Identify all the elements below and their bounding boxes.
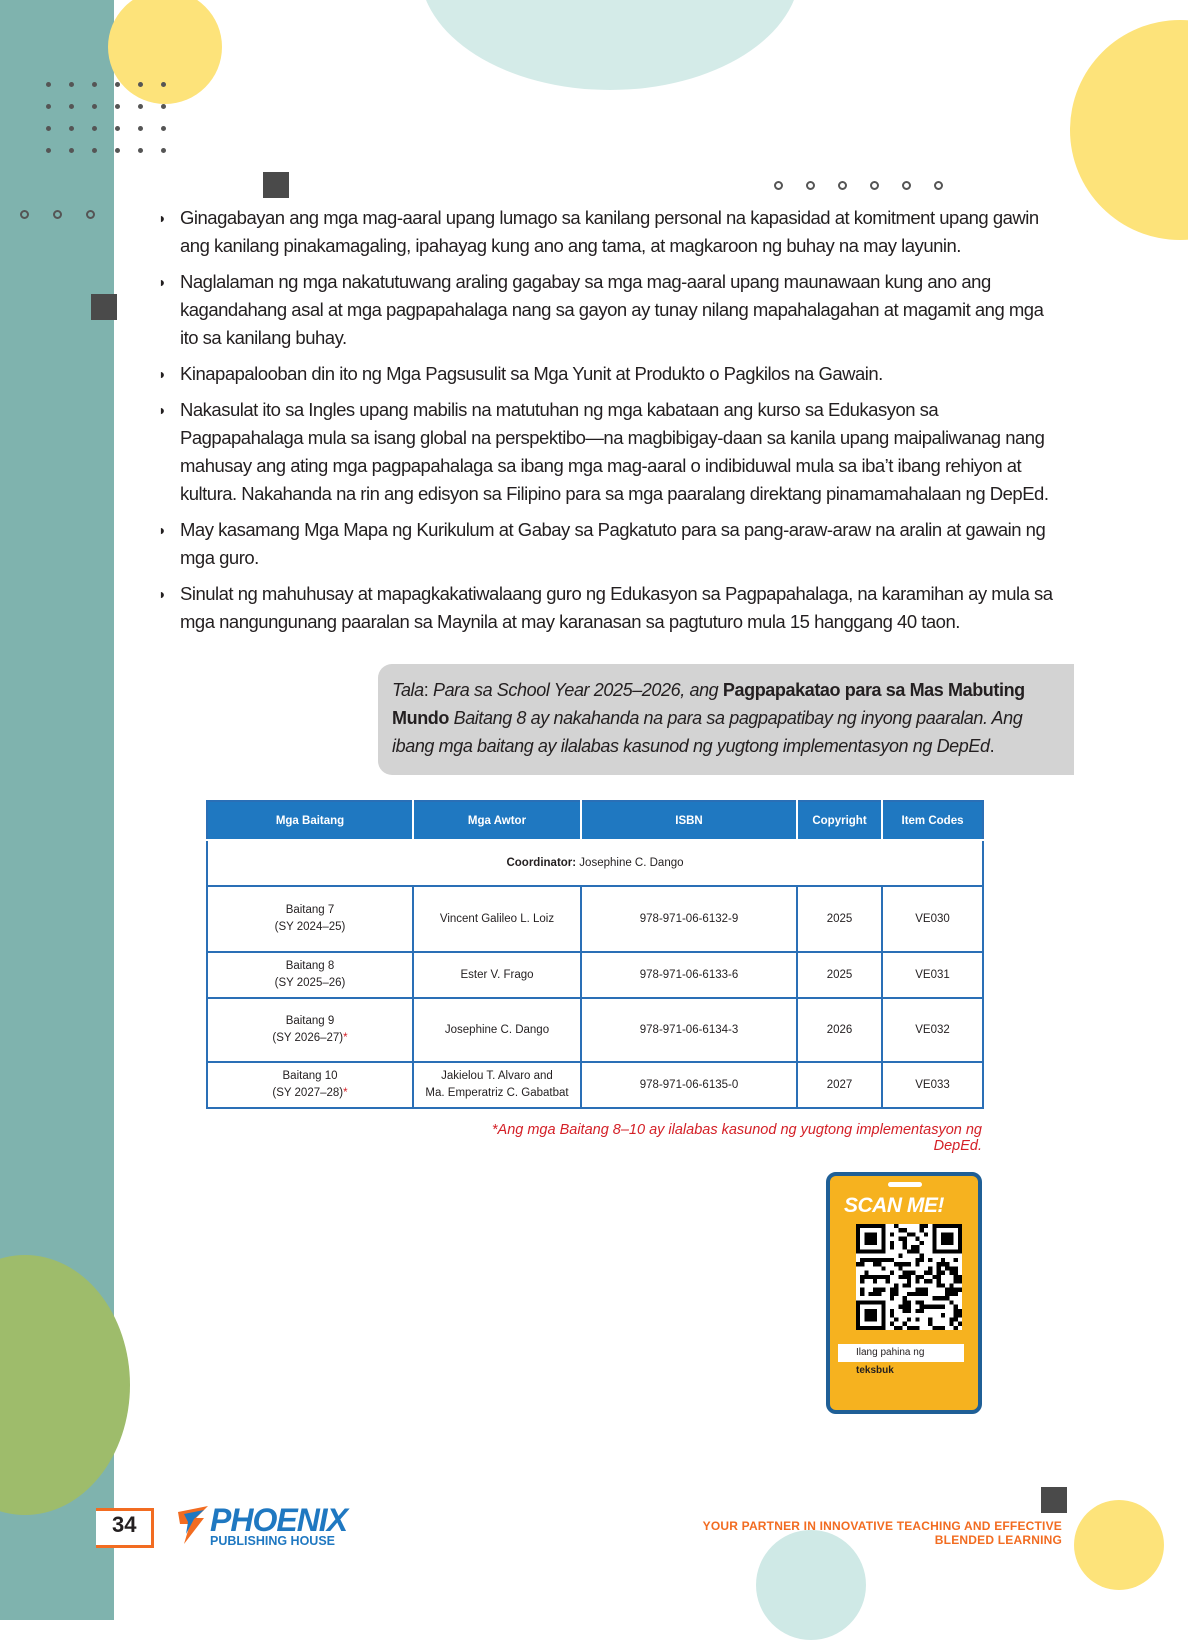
yellow-circle-bottom — [1074, 1500, 1164, 1590]
bullet-arrow-icon: ◗ — [158, 366, 166, 382]
table-footnote: *Ang mga Baitang 8–10 ay ilalabas kasunod ng yugtong implementasyon ng DepEd. — [491, 1122, 982, 1154]
dot-grid — [46, 82, 176, 162]
decorative-dot — [161, 126, 166, 131]
decorative-dot — [92, 126, 97, 131]
decorative-dot — [46, 126, 51, 131]
square-marker-left — [91, 294, 117, 320]
decorative-dot — [161, 82, 166, 87]
decorative-ring — [838, 181, 847, 190]
coordinator-cell: Coordinator: Josephine C. Dango — [207, 840, 983, 886]
decorative-ring — [806, 181, 815, 190]
feature-bullet-list — [158, 204, 1064, 644]
ring-row-right — [774, 181, 944, 193]
square-marker-bottom — [1041, 1487, 1067, 1513]
publisher-tagline: YOUR PARTNER IN INNOVATIVE TEACHING AND EFFECTIVE BLENDED LEARNING — [702, 1519, 1062, 1547]
bullet-arrow-icon: ◗ — [158, 210, 166, 226]
note-box: Tala: Para sa School Year 2025–2026, ang Pagpapakatao para sa Mas Mabuting Mundo Baitang 8 ay nakahanda na para sa pagpapatibay ng inyong paaralan. Ang ibang mga baitang ay ilalabas kasunod ng yugtong implementasyon ng DepEd. — [378, 664, 1074, 775]
bullet-item: ◗ Nakasulat ito sa Ingles upang mabilis na matutuhan ng mga kabataan ang kurso sa Edukasyon sa Pagpapahalaga mula sa isang global na perspektibo—na magbibigay-daan sa kanila upang maipaliwanag nang mahusay ang ating mga pagpapahalaga sa ibang mga mag-aaral o indibiduwal mula sa iba’t ibang rehiyon at kultura. Nakahanda na rin ang edisyon sa Filipino para sa mga paaralang direktang pinamamahalaan ng DepEd. — [158, 396, 1064, 508]
book-title: Pagpapakatao para sa Mas Mabuting Mundo — [392, 680, 1025, 728]
table-row: Baitang 9 (SY 2026–27)* Josephine C. Dango 978-971-06-6134-3 2026 VE032 — [207, 998, 983, 1062]
decorative-ring — [774, 181, 783, 190]
decorative-dot — [92, 104, 97, 109]
note-label: Tala — [392, 680, 424, 700]
table-row: Baitang 10 (SY 2027–28)* Jakielou T. Alvaro and Ma. Emperatriz C. Gabatbat 978-971-06-6135-0 2027 VE033 — [207, 1062, 983, 1108]
table-row: Baitang 7 (SY 2024–25) Vincent Galileo L. Loiz 978-971-06-6132-9 2025 VE030 — [207, 886, 983, 952]
decorative-dot — [46, 104, 51, 109]
decorative-dot — [69, 148, 74, 153]
decorative-dot — [69, 104, 74, 109]
decorative-dot — [161, 148, 166, 153]
bullet-arrow-icon: ◗ — [158, 402, 166, 418]
scan-me-label: SCAN ME! — [844, 1194, 944, 1217]
decorative-dot — [138, 104, 143, 109]
phone-notch — [888, 1182, 922, 1187]
scan-caption: Ilang pahina ng teksbuk — [838, 1344, 964, 1362]
teal-blob-top — [420, 0, 800, 90]
decorative-dot — [46, 148, 51, 153]
header-copyright: Copyright — [797, 801, 882, 840]
scan-me-card[interactable] — [826, 1172, 982, 1414]
bullet-item: ◗ Ginagabayan ang mga mag-aaral upang lumago sa kanilang personal na kapasidad at komitment upang gawin ang kanilang pinakamagaling, ipahayag kung ano ang tama, at magkaroon ng buhay na may layunin. — [158, 204, 1064, 260]
square-marker-top — [263, 172, 289, 198]
decorative-dot — [138, 148, 143, 153]
decorative-dot — [115, 82, 120, 87]
decorative-dot — [92, 82, 97, 87]
decorative-dot — [138, 126, 143, 131]
decorative-dot — [115, 104, 120, 109]
phoenix-logo-icon — [174, 1504, 210, 1546]
qr-code-icon[interactable] — [856, 1224, 962, 1330]
book-table — [206, 800, 982, 1109]
decorative-dot — [69, 126, 74, 131]
header-item-codes: Item Codes — [882, 801, 983, 840]
bullet-item: ◗ Naglalaman ng mga nakatutuwang araling gagabay sa mga mag-aaral upang maunawaan kung ano ang kagandahang asal at mga pagpapahalaga nang sa gayon ay tunay nilang mapahalagahan at magamit ang mga ito sa kanilang buhay. — [158, 268, 1064, 352]
ring-row-left — [20, 210, 100, 222]
header-grade: Mga Baitang — [207, 801, 413, 840]
decorative-ring — [902, 181, 911, 190]
decorative-ring — [934, 181, 943, 190]
decorative-ring — [53, 210, 62, 219]
bullet-arrow-icon: ◗ — [158, 586, 166, 602]
header-authors: Mga Awtor — [413, 801, 581, 840]
decorative-dot — [161, 104, 166, 109]
decorative-dot — [138, 82, 143, 87]
bullet-item: ◗ May kasamang Mga Mapa ng Kurikulum at Gabay sa Pagkatuto para sa pang-araw-araw na aralin at gawain ng mga guro. — [158, 516, 1064, 572]
table-row: Baitang 8 (SY 2025–26) Ester V. Frago 978-971-06-6133-6 2025 VE031 — [207, 952, 983, 998]
decorative-ring — [20, 210, 29, 219]
bullet-item: ◗ Kinapapalooban din ito ng Mga Pagsusulit sa Mga Yunit at Produkto o Pagkilos na Gawain. — [158, 360, 1064, 388]
bullet-arrow-icon: ◗ — [158, 274, 166, 290]
decorative-dot — [46, 82, 51, 87]
page-number: 34 — [112, 1512, 137, 1537]
decorative-ring — [86, 210, 95, 219]
publisher-logo-text: PHOENIX — [210, 1502, 348, 1538]
decorative-dot — [115, 148, 120, 153]
decorative-ring — [870, 181, 879, 190]
decorative-dot — [115, 126, 120, 131]
publisher-logo-subtext: PUBLISHING HOUSE — [210, 1534, 336, 1548]
bullet-item: ◗ Sinulat ng mahuhusay at mapagkakatiwalaang guro ng Edukasyon sa Pagpapahalaga, na karamihan ay mula sa mga nangungunang paaralan sa Maynila at may karanasan sa pagtuturo mula 15 hanggang 40 taon. — [158, 580, 1064, 636]
header-isbn: ISBN — [581, 801, 797, 840]
decorative-dot — [69, 82, 74, 87]
yellow-circle-right — [1070, 20, 1188, 240]
decorative-dot — [92, 148, 97, 153]
bullet-arrow-icon: ◗ — [158, 522, 166, 538]
